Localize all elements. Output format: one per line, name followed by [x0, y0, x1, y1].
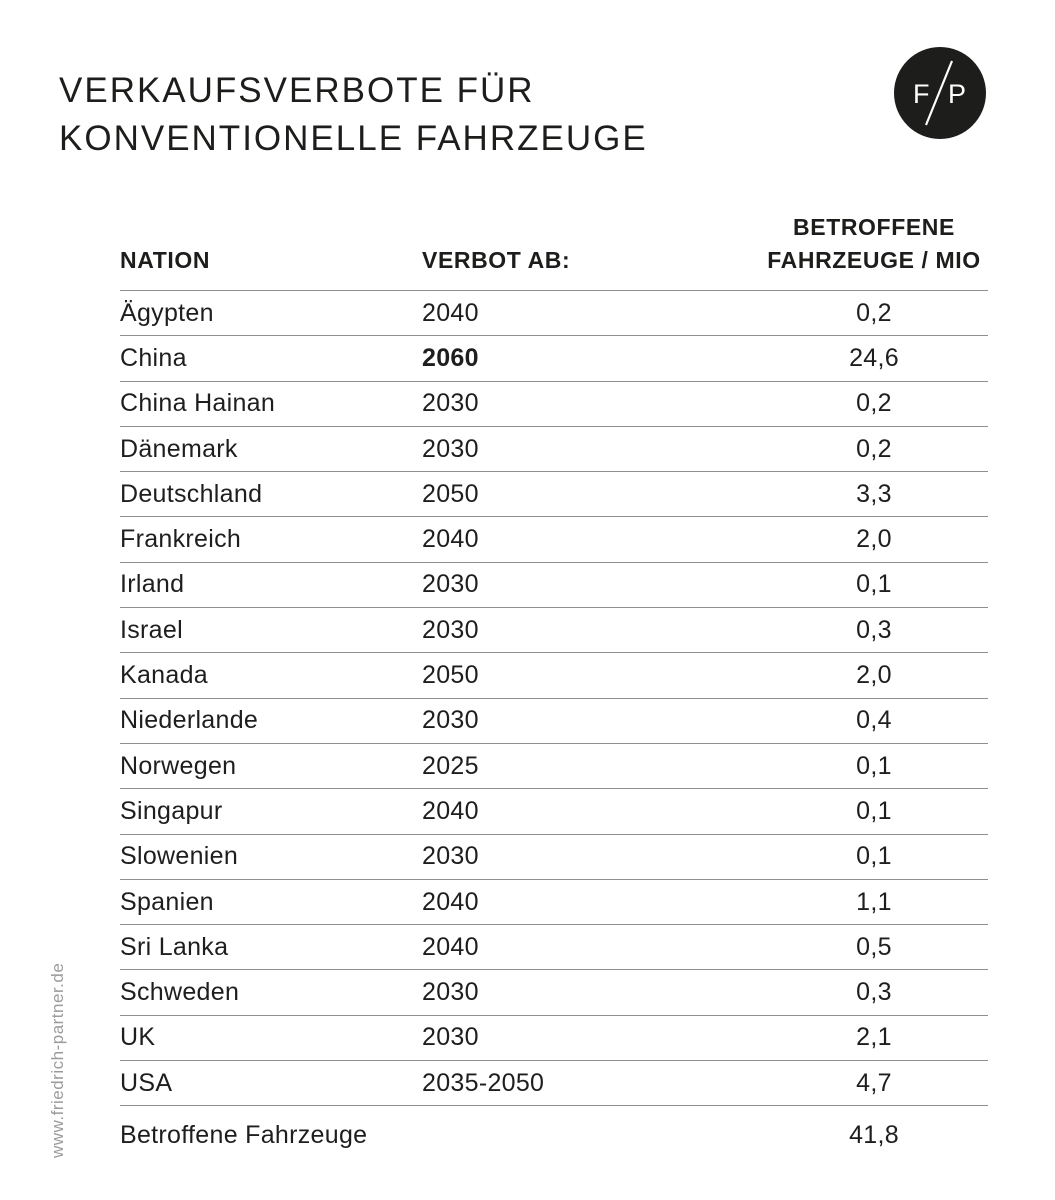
cell-mio: 0,4	[760, 698, 988, 743]
cell-verbot: 2060	[422, 336, 760, 381]
cell-verbot: 2030	[422, 562, 760, 607]
footer-total-value: 41,8	[849, 1120, 899, 1149]
cell-verbot: 2050	[422, 472, 760, 517]
cell-nation: UK	[120, 1015, 422, 1060]
cell-mio: 0,2	[760, 291, 988, 336]
col-header-betroffene-line1: BETROFFENE	[793, 214, 955, 240]
cell-verbot: 2040	[422, 925, 760, 970]
table-row	[120, 698, 988, 743]
page-title-line2: KONVENTIONELLE FAHRZEUGE	[59, 119, 648, 159]
cell-verbot: 2040	[422, 879, 760, 924]
table-row	[120, 789, 988, 834]
cell-verbot: 2030	[422, 834, 760, 879]
cell-verbot: 2030	[422, 381, 760, 426]
cell-nation: Spanien	[120, 879, 422, 924]
cell-mio: 0,1	[760, 789, 988, 834]
col-header-betroffene-line2: FAHRZEUGE / MIO	[767, 247, 981, 273]
website-url: www.friedrich-partner.de	[48, 962, 67, 1158]
cell-nation: China	[120, 336, 422, 381]
cell-mio: 0,1	[760, 562, 988, 607]
logo-letter-f: F	[913, 79, 930, 109]
col-header-betroffene-mio	[760, 198, 988, 291]
cell-nation: Ägypten	[120, 291, 422, 336]
cell-nation: Slowenien	[120, 834, 422, 879]
cell-nation: Deutschland	[120, 472, 422, 517]
cell-mio: 4,7	[760, 1061, 988, 1106]
cell-nation: Dänemark	[120, 426, 422, 471]
table-row	[120, 426, 988, 471]
cell-nation: Kanada	[120, 653, 422, 698]
cell-nation: Niederlande	[120, 698, 422, 743]
table-row	[120, 1061, 988, 1106]
cell-verbot: 2040	[422, 291, 760, 336]
cell-mio: 0,1	[760, 743, 988, 788]
cell-verbot: 2030	[422, 1015, 760, 1060]
cell-verbot: 2040	[422, 517, 760, 562]
cell-mio: 0,3	[760, 970, 988, 1015]
cell-verbot: 2030	[422, 608, 760, 653]
cell-verbot: 2050	[422, 653, 760, 698]
cell-verbot: 2030	[422, 698, 760, 743]
cell-nation: Sri Lanka	[120, 925, 422, 970]
cell-nation: Singapur	[120, 789, 422, 834]
cell-mio: 2,1	[760, 1015, 988, 1060]
table-header	[120, 198, 988, 291]
table-row	[120, 970, 988, 1015]
cell-mio: 0,2	[760, 381, 988, 426]
table-row	[120, 291, 988, 336]
cell-verbot: 2025	[422, 743, 760, 788]
table-body	[120, 291, 988, 1106]
cell-mio: 0,3	[760, 608, 988, 653]
cell-mio: 3,3	[760, 472, 988, 517]
table-row	[120, 743, 988, 788]
cell-nation: Frankreich	[120, 517, 422, 562]
col-header-nation: NATION	[120, 198, 422, 291]
cell-nation: USA	[120, 1061, 422, 1106]
table-row	[120, 879, 988, 924]
cell-mio: 0,1	[760, 834, 988, 879]
cell-nation: Irland	[120, 562, 422, 607]
table-row	[120, 608, 988, 653]
cell-mio: 0,5	[760, 925, 988, 970]
cell-mio: 2,0	[760, 653, 988, 698]
cell-nation: China Hainan	[120, 381, 422, 426]
cell-mio: 24,6	[760, 336, 988, 381]
cell-verbot: 2030	[422, 970, 760, 1015]
table-header-row	[120, 198, 988, 291]
footer-total-label: Betroffene Fahrzeuge	[120, 1120, 368, 1149]
cell-nation: Schweden	[120, 970, 422, 1015]
table-row	[120, 336, 988, 381]
table-row	[120, 1015, 988, 1060]
cell-verbot: 2035-2050	[422, 1061, 760, 1106]
table-row	[120, 834, 988, 879]
cell-mio: 0,2	[760, 426, 988, 471]
table-row	[120, 517, 988, 562]
ban-table	[120, 198, 988, 1106]
table-row	[120, 472, 988, 517]
page-title-line1: VERKAUFSVERBOTE FÜR	[59, 71, 535, 111]
table-row	[120, 653, 988, 698]
logo-letter-p: P	[948, 79, 967, 109]
page-title	[59, 67, 648, 163]
cell-mio: 2,0	[760, 517, 988, 562]
cell-verbot: 2030	[422, 426, 760, 471]
cell-nation: Norwegen	[120, 743, 422, 788]
cell-verbot: 2040	[422, 789, 760, 834]
col-header-verbot-ab: VERBOT AB:	[422, 198, 760, 291]
table-row	[120, 381, 988, 426]
fp-logo-icon	[894, 47, 986, 139]
table-footer	[120, 1113, 988, 1157]
table-row	[120, 562, 988, 607]
table-row	[120, 925, 988, 970]
cell-nation: Israel	[120, 608, 422, 653]
cell-mio: 1,1	[760, 879, 988, 924]
